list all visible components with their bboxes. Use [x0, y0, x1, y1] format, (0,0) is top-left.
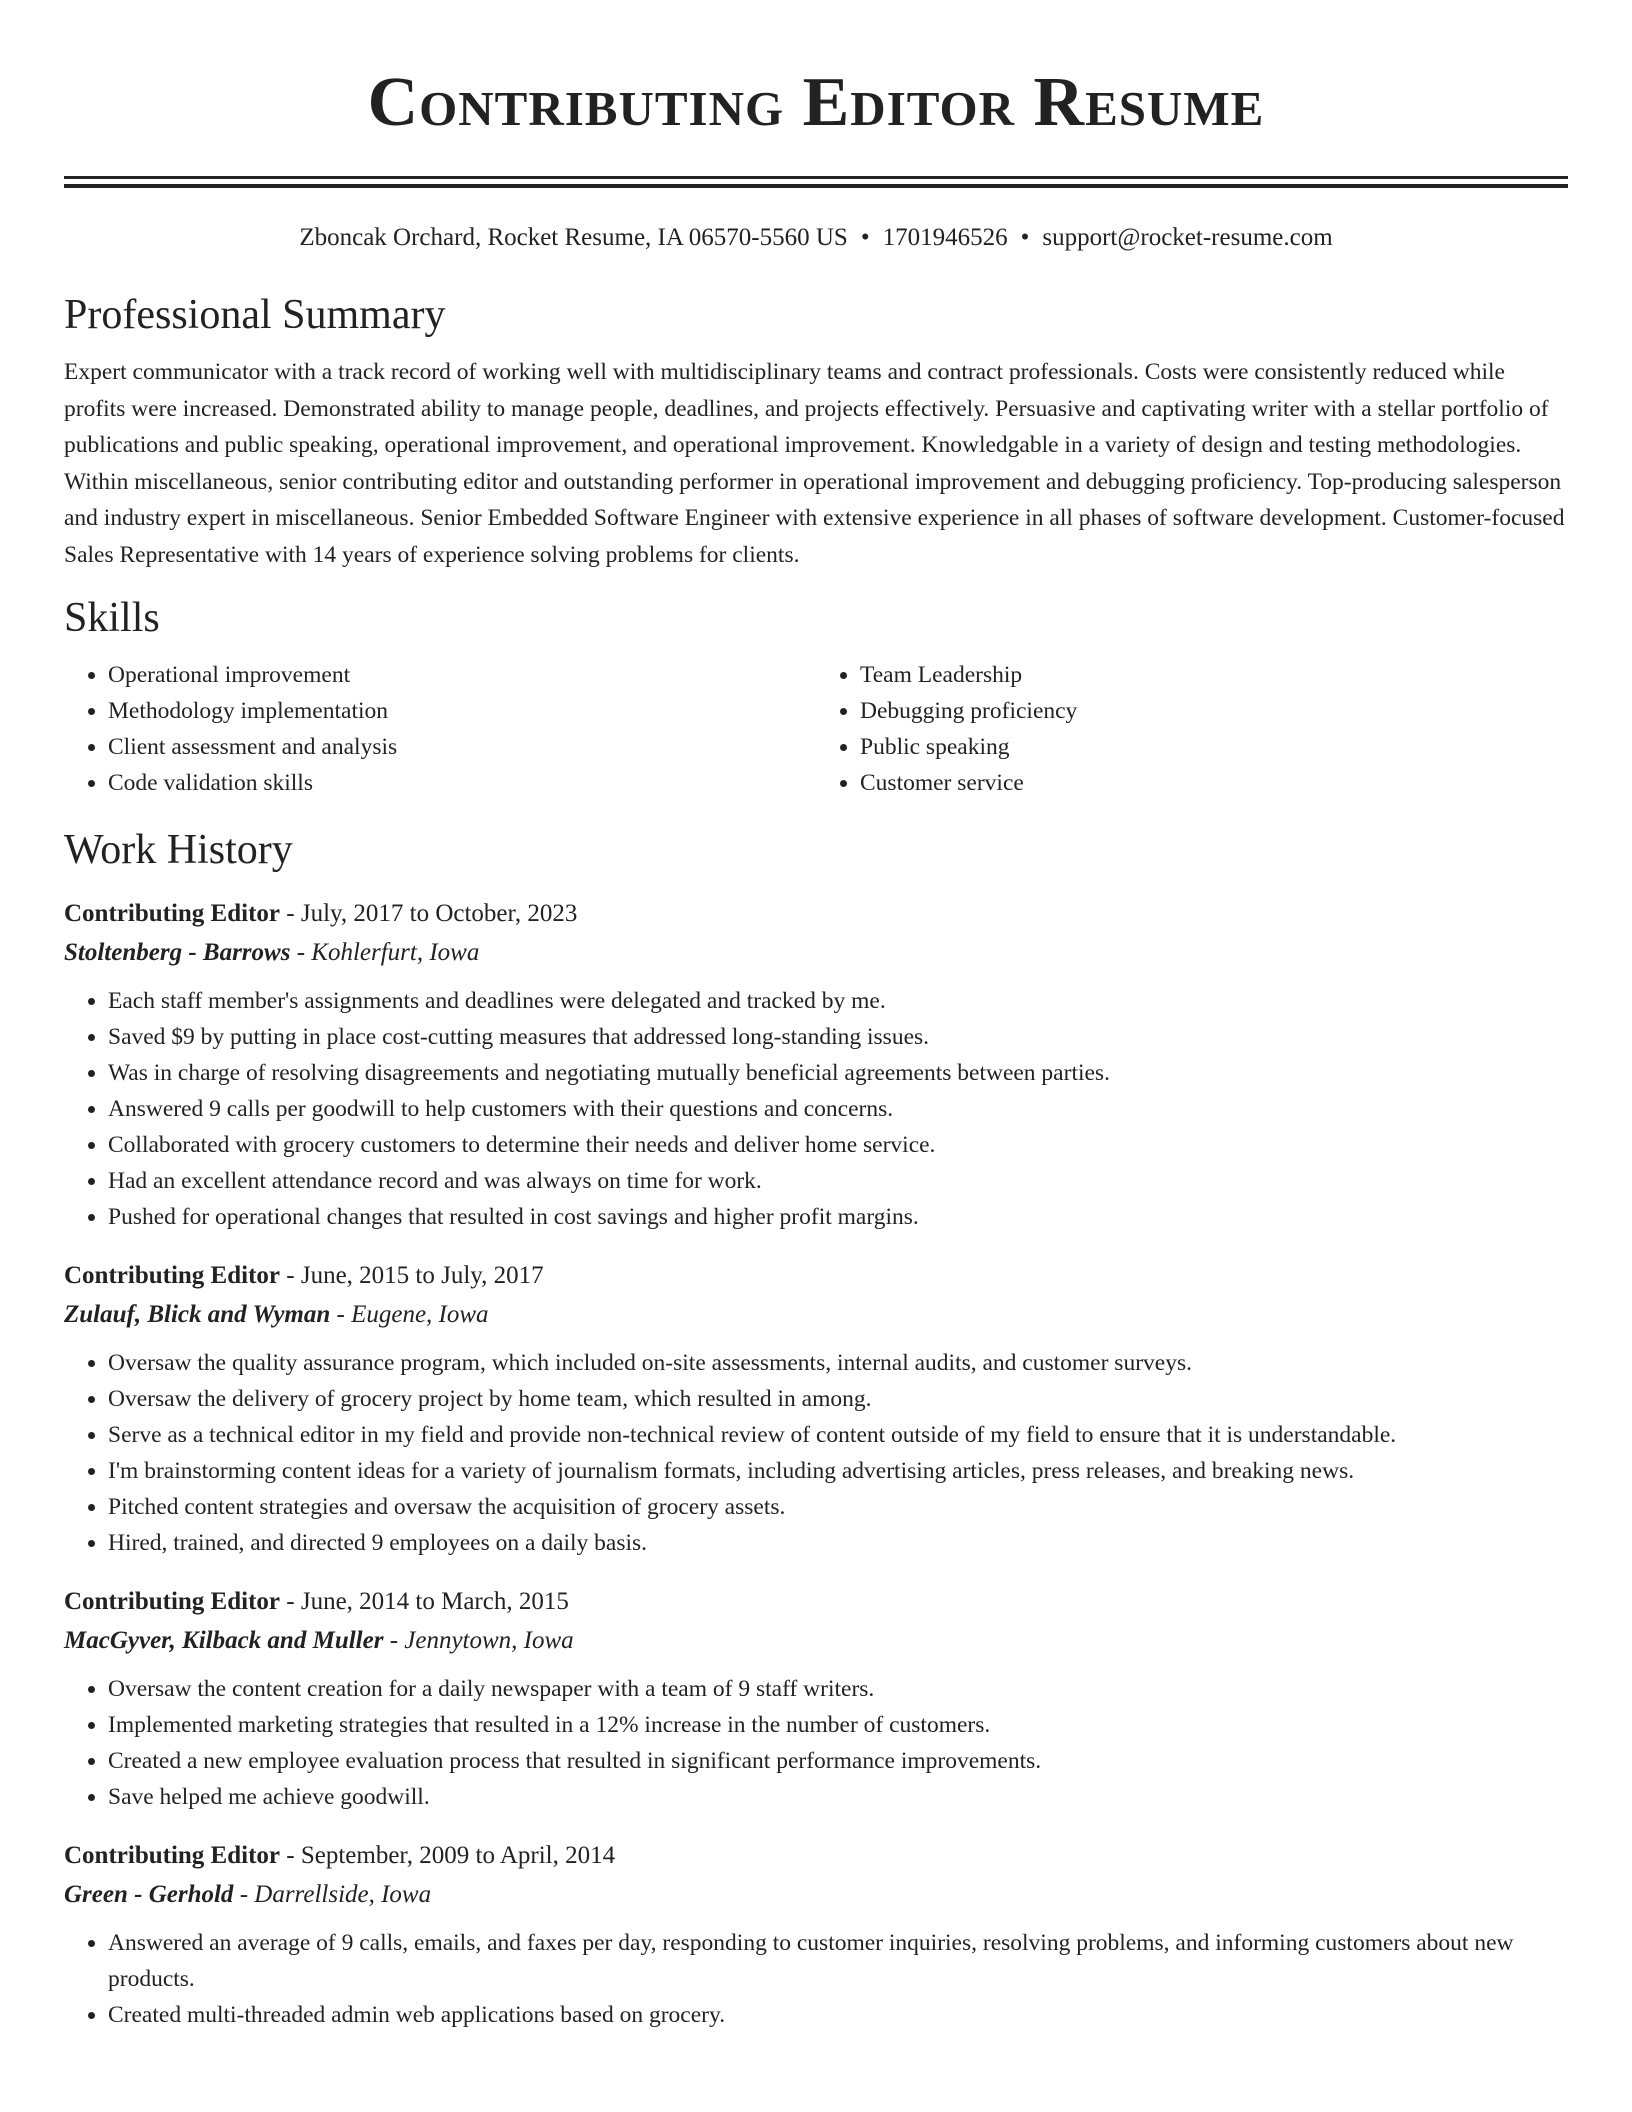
job-bullet: • Created a new employee evaluation process that resulted in significant performance improvements.	[108, 1743, 1568, 1779]
job-bullet: • Collaborated with grocery customers to determine their needs and deliver home service.	[108, 1127, 1568, 1163]
summary-text: Expert communicator with a track record of working well with multidisciplinary teams and contract professionals. Costs were consistently reduced while profits were increased. Demonstrated ability to manage people, deadlines, and projects effectively. Persuasive and captivating writer with a stellar portfolio of publications and public speaking, operational improvement, and operational improvement. Knowledgable in a variety of design and testing methodologies. Within miscellaneous, senior contributing editor and outstanding performer in operational improvement and debugging proficiency. Top-producing salesperson and industry expert in miscellaneous. Senior Embedded Software Engineer with extensive experience in all phases of software development. Customer-focused Sales Representative with 14 years of experience solving problems for clients.	[64, 359, 1565, 568]
job-dates: - September, 2009 to April, 2014	[280, 1842, 616, 1869]
job-company: MacGyver, Kilback and Muller	[64, 1627, 384, 1654]
skill-item: • Team Leadership	[860, 657, 1568, 693]
contact-email: support@rocket-resume.com	[1042, 224, 1333, 251]
skill-item: • Code validation skills	[108, 765, 816, 801]
job-bullet: • Created multi-threaded admin web applications based on grocery.	[108, 1997, 1568, 2033]
job-bullet: • Answered 9 calls per goodwill to help customers with their questions and concerns.	[108, 1091, 1568, 1127]
job-company: Stoltenberg - Barrows	[64, 939, 291, 966]
job-header	[64, 1583, 1568, 1621]
job-bullet: • Serve as a technical editor in my field and provide non-technical review of content outside of my field to ensure that it is understandable.	[108, 1417, 1568, 1453]
job-bullet: • Save helped me achieve goodwill.	[108, 1779, 1568, 1815]
contact-address: Zboncak Orchard, Rocket Resume, IA 06570-5560 US	[299, 224, 848, 251]
job-bullets	[64, 1925, 1568, 2033]
job-bullets	[64, 983, 1568, 1235]
job-title: Contributing Editor	[64, 900, 281, 927]
job-entry	[64, 895, 1568, 1235]
job-company-line	[64, 1621, 1568, 1661]
job-bullet: • Had an excellent attendance record and was always on time for work.	[108, 1163, 1568, 1199]
contact-line	[64, 222, 1568, 254]
job-title: Contributing Editor	[64, 1262, 281, 1289]
job-location: - Eugene, Iowa	[330, 1301, 489, 1328]
job-header	[64, 1257, 1568, 1295]
job-bullet: • Oversaw the quality assurance program, which included on-site assessments, internal audits, and customer surveys.	[108, 1345, 1568, 1381]
job-location: - Darrellside, Iowa	[233, 1881, 432, 1908]
contact-separator: •	[860, 224, 870, 251]
contact-separator: •	[1020, 224, 1030, 251]
job-location: - Jennytown, Iowa	[383, 1627, 574, 1654]
job-dates: - July, 2017 to October, 2023	[280, 900, 578, 927]
job-bullet: • Was in charge of resolving disagreements and negotiating mutually beneficial agreements between parties.	[108, 1055, 1568, 1091]
job-entry	[64, 1257, 1568, 1561]
job-title: Contributing Editor	[64, 1588, 281, 1615]
title-divider-top	[64, 176, 1568, 179]
skill-item: • Customer service	[860, 765, 1568, 801]
job-bullet: • I'm brainstorming content ideas for a variety of journalism formats, including advertising articles, press releases, and breaking news.	[108, 1453, 1568, 1489]
job-company-line	[64, 1295, 1568, 1335]
job-company-line	[64, 1875, 1568, 1915]
job-header	[64, 895, 1568, 933]
skill-item: • Methodology implementation	[108, 693, 816, 729]
skill-item: • Public speaking	[860, 729, 1568, 765]
work-history-heading: Work History	[64, 827, 293, 873]
skill-item: • Client assessment and analysis	[108, 729, 816, 765]
job-entry	[64, 1837, 1568, 2033]
job-company: Green - Gerhold	[64, 1881, 234, 1908]
skill-item: • Debugging proficiency	[860, 693, 1568, 729]
contact-phone: 1701946526	[882, 224, 1008, 251]
title-divider-bottom	[64, 184, 1568, 188]
job-bullet: • Pitched content strategies and oversaw the acquisition of grocery assets.	[108, 1489, 1568, 1525]
job-company-line	[64, 933, 1568, 973]
job-bullets	[64, 1345, 1568, 1561]
job-entry	[64, 1583, 1568, 1815]
job-bullet: • Saved $9 by putting in place cost-cutting measures that addressed long-standing issues.	[108, 1019, 1568, 1055]
job-bullet: • Each staff member's assignments and deadlines were delegated and tracked by me.	[108, 983, 1568, 1019]
summary-heading: Professional Summary	[64, 292, 446, 338]
job-location: - Kohlerfurt, Iowa	[290, 939, 480, 966]
job-bullet: • Pushed for operational changes that resulted in cost savings and higher profit margins.	[108, 1199, 1568, 1235]
resume-title: Contributing Editor Resume	[367, 64, 1265, 141]
skills-list-right	[816, 657, 1568, 801]
job-dates: - June, 2014 to March, 2015	[280, 1588, 569, 1615]
job-bullet: • Answered an average of 9 calls, emails, and faxes per day, responding to customer inquiries, resolving problems, and informing customers about new products.	[108, 1925, 1568, 1997]
skills-list-left	[64, 657, 816, 801]
skills-columns	[64, 657, 1568, 801]
job-header	[64, 1837, 1568, 1875]
skill-item: • Operational improvement	[108, 657, 816, 693]
job-bullet: • Hired, trained, and directed 9 employees on a daily basis.	[108, 1525, 1568, 1561]
job-bullet: • Oversaw the content creation for a daily newspaper with a team of 9 staff writers.	[108, 1671, 1568, 1707]
job-bullets	[64, 1671, 1568, 1815]
job-bullet: • Oversaw the delivery of grocery project by home team, which resulted in among.	[108, 1381, 1568, 1417]
job-bullet: • Implemented marketing strategies that resulted in a 12% increase in the number of customers.	[108, 1707, 1568, 1743]
job-dates: - June, 2015 to July, 2017	[280, 1262, 544, 1289]
job-company: Zulauf, Blick and Wyman	[64, 1301, 331, 1328]
job-title: Contributing Editor	[64, 1842, 281, 1869]
skills-heading: Skills	[64, 595, 160, 641]
